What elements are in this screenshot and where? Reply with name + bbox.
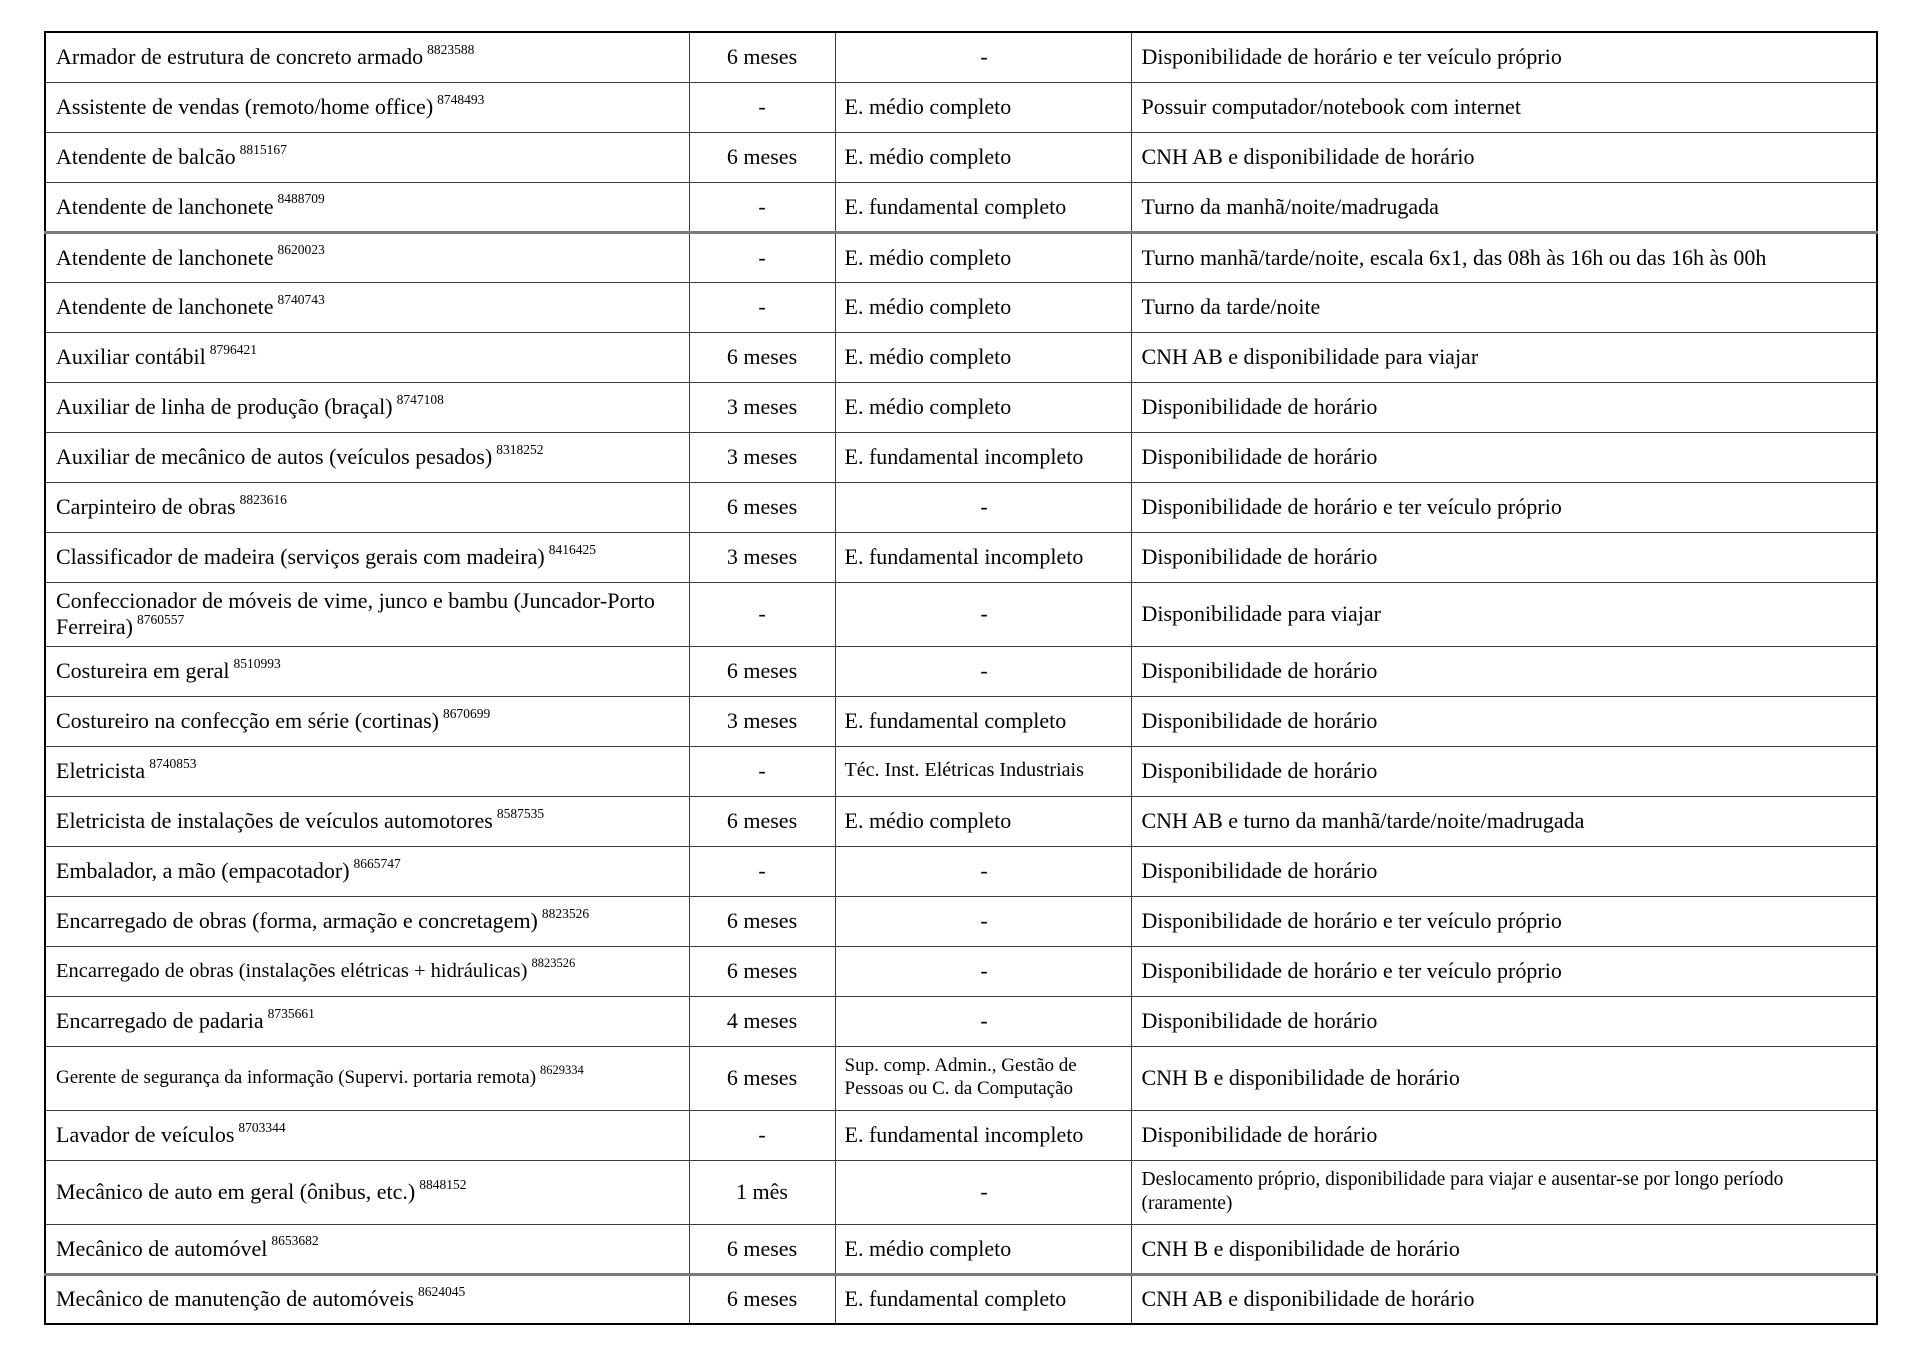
education-cell: E. médio completo <box>835 132 1131 182</box>
job-title-text: Gerente de segurança da informação (Supervi. portaria remota) <box>56 1066 537 1088</box>
job-ref-number: 8823588 <box>427 41 475 57</box>
experience-cell: 6 meses <box>689 1224 835 1274</box>
experience-cell: - <box>689 282 835 332</box>
job-title-text: Mecânico de auto em geral (ônibus, etc.) <box>56 1179 416 1205</box>
experience-cell: 1 mês <box>689 1160 835 1224</box>
job-title-cell <box>45 432 689 482</box>
job-ref-number: 8620023 <box>277 242 325 258</box>
table-row <box>45 332 1877 382</box>
job-ref-number: 8823526 <box>541 905 590 921</box>
education-cell: E. médio completo <box>835 1224 1131 1274</box>
experience-cell: 6 meses <box>689 1274 835 1324</box>
requirements-cell: CNH B e disponibilidade de horário <box>1131 1224 1877 1274</box>
requirements-cell: Disponibilidade de horário e ter veículo próprio <box>1131 946 1877 996</box>
requirements-cell: Turno manhã/tarde/noite, escala 6x1, das 08h às 16h ou das 16h às 00h <box>1131 232 1877 282</box>
experience-cell: 6 meses <box>689 332 835 382</box>
job-ref-number: 8488709 <box>277 191 325 207</box>
requirements-cell: CNH AB e turno da manhã/tarde/noite/madrugada <box>1131 796 1877 846</box>
table-row <box>45 282 1877 332</box>
table-body <box>45 32 1877 1324</box>
job-title-text: Encarregado de obras (forma, armação e concretagem) <box>56 908 538 934</box>
table-row <box>45 1274 1877 1324</box>
job-ref-number: 8747108 <box>396 391 444 407</box>
job-title-text: Lavador de veículos <box>56 1122 235 1148</box>
job-title-cell <box>45 996 689 1046</box>
table-row <box>45 1160 1877 1224</box>
job-title-cell <box>45 482 689 532</box>
experience-cell: - <box>689 582 835 646</box>
job-title-text: Armador de estrutura de concreto armado <box>56 44 424 70</box>
education-cell: - <box>835 896 1131 946</box>
education-cell: - <box>835 646 1131 696</box>
job-ref-number: 8703344 <box>238 1119 286 1135</box>
education-cell: E. médio completo <box>835 282 1131 332</box>
education-cell: - <box>835 582 1131 646</box>
job-ref-number: 8796421 <box>209 341 257 357</box>
requirements-cell: Possuir computador/notebook com internet <box>1131 82 1877 132</box>
education-cell: E. fundamental incompleto <box>835 432 1131 482</box>
job-title-cell <box>45 646 689 696</box>
table-row <box>45 232 1877 282</box>
job-title-text: Costureira em geral <box>56 658 230 684</box>
table-row <box>45 1224 1877 1274</box>
job-title-text: Eletricista de instalações de veículos automotores <box>56 808 493 834</box>
table-row <box>45 646 1877 696</box>
experience-cell: 6 meses <box>689 32 835 82</box>
job-title-text: Atendente de lanchonete <box>56 294 274 320</box>
experience-cell: 6 meses <box>689 132 835 182</box>
job-title-text: Atendente de balcão <box>56 144 236 170</box>
job-title-cell <box>45 282 689 332</box>
job-ref-number: 8815167 <box>239 141 287 157</box>
table-row <box>45 582 1877 646</box>
requirements-cell: Disponibilidade de horário <box>1131 646 1877 696</box>
requirements-cell: Disponibilidade de horário <box>1131 1110 1877 1160</box>
education-cell: - <box>835 996 1131 1046</box>
job-title-text: Auxiliar de linha de produção (braçal) <box>56 394 393 420</box>
table-row <box>45 846 1877 896</box>
education-cell: E. médio completo <box>835 332 1131 382</box>
experience-cell: 6 meses <box>689 946 835 996</box>
job-title-text: Confeccionador de móveis de vime, junco e bambu (Juncador-Porto Ferreira) <box>56 588 655 639</box>
requirements-cell: Disponibilidade de horário <box>1131 846 1877 896</box>
education-cell: E. médio completo <box>835 82 1131 132</box>
job-vacancies-table <box>44 31 1878 1325</box>
table-row <box>45 132 1877 182</box>
job-ref-number: 8624045 <box>417 1283 466 1299</box>
job-ref-number: 8740853 <box>149 755 197 771</box>
job-ref-number: 8653682 <box>271 1233 319 1249</box>
education-cell: - <box>835 946 1131 996</box>
job-title-text: Mecânico de automóvel <box>56 1235 268 1261</box>
table-row <box>45 182 1877 232</box>
job-title-cell <box>45 1046 689 1110</box>
requirements-cell: CNH B e disponibilidade de horário <box>1131 1046 1877 1110</box>
experience-cell: 6 meses <box>689 482 835 532</box>
education-cell: E. médio completo <box>835 796 1131 846</box>
table-row <box>45 796 1877 846</box>
experience-cell: - <box>689 182 835 232</box>
job-title-cell <box>45 746 689 796</box>
job-title-text: Eletricista <box>56 758 146 784</box>
job-ref-number: 8510993 <box>233 655 281 671</box>
job-title-text: Auxiliar contábil <box>56 344 206 370</box>
job-title-text: Encarregado de padaria <box>56 1008 264 1034</box>
education-cell: E. fundamental completo <box>835 696 1131 746</box>
experience-cell: - <box>689 846 835 896</box>
job-title-text: Assistente de vendas (remoto/home office) <box>56 94 434 120</box>
experience-cell: - <box>689 1110 835 1160</box>
job-title-text: Atendente de lanchonete <box>56 193 274 219</box>
requirements-cell: Disponibilidade de horário <box>1131 996 1877 1046</box>
job-title-text: Auxiliar de mecânico de autos (veículos pesados) <box>56 444 493 470</box>
experience-cell: 3 meses <box>689 532 835 582</box>
table-row <box>45 1110 1877 1160</box>
job-ref-number: 8318252 <box>496 441 544 457</box>
requirements-cell: Disponibilidade de horário <box>1131 532 1877 582</box>
education-cell: - <box>835 846 1131 896</box>
table-row <box>45 696 1877 746</box>
table-row <box>45 482 1877 532</box>
document-page <box>44 31 1878 1325</box>
job-title-cell <box>45 696 689 746</box>
experience-cell: 6 meses <box>689 796 835 846</box>
experience-cell: 3 meses <box>689 382 835 432</box>
requirements-cell: Disponibilidade de horário <box>1131 432 1877 482</box>
experience-cell: 4 meses <box>689 996 835 1046</box>
requirements-cell: CNH AB e disponibilidade de horário <box>1131 132 1877 182</box>
job-ref-number: 8629334 <box>540 1062 584 1077</box>
education-cell: Sup. comp. Admin., Gestão de Pessoas ou C. da Computação <box>835 1046 1131 1110</box>
requirements-cell: Disponibilidade de horário <box>1131 746 1877 796</box>
table-row <box>45 996 1877 1046</box>
job-title-text: Classificador de madeira (serviços gerais com madeira) <box>56 544 545 570</box>
requirements-cell: Deslocamento próprio, disponibilidade para viajar e ausentar-se por longo período (raramente) <box>1131 1160 1877 1224</box>
table-row <box>45 432 1877 482</box>
job-title-cell <box>45 582 689 646</box>
education-cell: E. fundamental completo <box>835 1274 1131 1324</box>
requirements-cell: Disponibilidade de horário <box>1131 696 1877 746</box>
job-title-cell <box>45 1224 689 1274</box>
table-row <box>45 746 1877 796</box>
experience-cell: 6 meses <box>689 1046 835 1110</box>
job-ref-number: 8748493 <box>437 91 485 107</box>
requirements-cell: Disponibilidade de horário e ter veículo próprio <box>1131 482 1877 532</box>
job-title-cell <box>45 1160 689 1224</box>
education-cell: E. médio completo <box>835 232 1131 282</box>
job-ref-number: 8848152 <box>419 1176 467 1192</box>
table-row <box>45 896 1877 946</box>
experience-cell: - <box>689 746 835 796</box>
requirements-cell: Turno da manhã/noite/madrugada <box>1131 182 1877 232</box>
education-cell: - <box>835 1160 1131 1224</box>
requirements-cell: CNH AB e disponibilidade de horário <box>1131 1274 1877 1324</box>
job-ref-number: 8416425 <box>548 541 596 557</box>
requirements-cell: Disponibilidade de horário <box>1131 382 1877 432</box>
job-title-cell <box>45 1110 689 1160</box>
job-title-text: Embalador, a mão (empacotador) <box>56 858 350 884</box>
table-row <box>45 32 1877 82</box>
education-cell: E. fundamental incompleto <box>835 1110 1131 1160</box>
experience-cell: 6 meses <box>689 896 835 946</box>
education-cell: - <box>835 482 1131 532</box>
experience-cell: - <box>689 82 835 132</box>
requirements-cell: Turno da tarde/noite <box>1131 282 1877 332</box>
education-cell: - <box>835 32 1131 82</box>
experience-cell: 3 meses <box>689 696 835 746</box>
table-row <box>45 532 1877 582</box>
job-ref-number: 8670699 <box>443 705 491 721</box>
experience-cell: - <box>689 232 835 282</box>
requirements-cell: Disponibilidade para viajar <box>1131 582 1877 646</box>
requirements-cell: Disponibilidade de horário e ter veículo próprio <box>1131 32 1877 82</box>
job-ref-number: 8587535 <box>496 805 545 821</box>
job-title-text: Carpinteiro de obras <box>56 494 236 520</box>
job-title-cell <box>45 1274 689 1324</box>
job-title-cell <box>45 796 689 846</box>
job-ref-number: 8665747 <box>353 855 401 871</box>
table-row <box>45 946 1877 996</box>
job-title-cell <box>45 232 689 282</box>
job-title-text: Mecânico de manutenção de automóveis <box>56 1286 414 1312</box>
job-title-cell <box>45 32 689 82</box>
job-title-cell <box>45 82 689 132</box>
job-ref-number: 8760557 <box>136 611 185 627</box>
job-title-cell <box>45 382 689 432</box>
job-title-cell <box>45 182 689 232</box>
education-cell: E. fundamental completo <box>835 182 1131 232</box>
job-ref-number: 8823616 <box>239 491 287 507</box>
table-row <box>45 382 1877 432</box>
job-title-cell <box>45 532 689 582</box>
job-title-text: Atendente de lanchonete <box>56 244 274 270</box>
job-title-text: Encarregado de obras (instalações elétricas + hidráulicas) <box>56 959 528 982</box>
job-ref-number: 8740743 <box>277 291 325 307</box>
job-ref-number: 8735661 <box>267 1005 315 1021</box>
requirements-cell: CNH AB e disponibilidade para viajar <box>1131 332 1877 382</box>
job-title-cell <box>45 896 689 946</box>
education-cell: E. fundamental incompleto <box>835 532 1131 582</box>
education-cell: E. médio completo <box>835 382 1131 432</box>
requirements-cell: Disponibilidade de horário e ter veículo próprio <box>1131 896 1877 946</box>
table-row <box>45 1046 1877 1110</box>
job-title-text: Costureiro na confecção em série (cortinas) <box>56 708 439 734</box>
table-row <box>45 82 1877 132</box>
job-title-cell <box>45 946 689 996</box>
job-title-cell <box>45 332 689 382</box>
experience-cell: 6 meses <box>689 646 835 696</box>
job-title-cell <box>45 132 689 182</box>
education-cell: Téc. Inst. Elétricas Industriais <box>835 746 1131 796</box>
job-title-cell <box>45 846 689 896</box>
job-ref-number: 8823526 <box>531 956 576 971</box>
experience-cell: 3 meses <box>689 432 835 482</box>
